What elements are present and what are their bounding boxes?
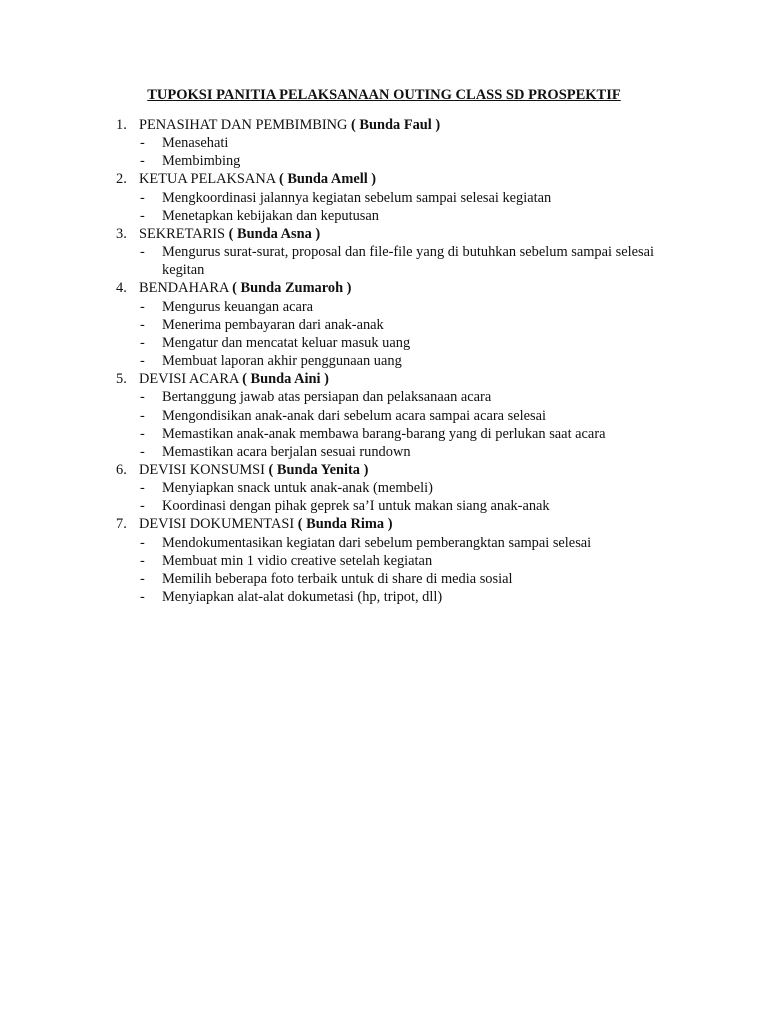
task-text: Menasehati (162, 135, 229, 152)
dash-bullet-icon: - (140, 407, 145, 424)
dash-bullet-icon: - (140, 389, 145, 406)
committee-section (116, 225, 676, 279)
task-item (116, 407, 676, 425)
task-text: Menetapkan kebijakan dan keputusan (162, 207, 379, 224)
task-text: Menerima pembayaran dari anak-anak (162, 316, 384, 333)
section-heading (116, 515, 676, 533)
section-number: 4. (116, 280, 127, 297)
committee-section (116, 170, 676, 224)
task-text: Menyiapkan snack untuk anak-anak (membeli) (162, 480, 433, 497)
task-text: Mengurus keuangan acara (162, 298, 314, 315)
task-item (116, 425, 676, 443)
section-heading (116, 170, 676, 188)
task-text: Mendokumentasikan kegiatan dari sebelum pemberangktan sampai selesai (162, 534, 592, 551)
section-number: 3. (116, 225, 127, 242)
committee-section (116, 515, 676, 606)
dash-bullet-icon: - (140, 298, 145, 315)
task-text: Mengurus surat-surat, proposal dan file-file yang di butuhkan sebelum sampai selesai kegitan (162, 244, 654, 279)
task-text: Mengkoordinasi jalannya kegiatan sebelum sampai selesai kegiatan (162, 189, 552, 206)
task-text: Memastikan anak-anak membawa barang-barang yang di perlukan saat acara (162, 425, 606, 442)
dash-bullet-icon: - (140, 570, 145, 587)
task-item (116, 479, 676, 497)
section-heading (116, 461, 676, 479)
section-number: 1. (116, 117, 127, 133)
task-item (116, 134, 676, 152)
dash-bullet-icon: - (140, 316, 145, 333)
task-text: Membimbing (162, 153, 241, 170)
task-list (116, 534, 676, 607)
section-number: 5. (116, 371, 127, 388)
dash-bullet-icon: - (140, 135, 145, 152)
task-text: Membuat min 1 vidio creative setelah kegiatan (162, 552, 433, 569)
task-text: Koordinasi dengan pihak geprek sa’I untuk makan siang anak-anak (162, 498, 550, 515)
dash-bullet-icon: - (140, 425, 145, 442)
task-list (116, 189, 676, 225)
task-item (116, 552, 676, 570)
section-role: DEVISI DOKUMENTASI (139, 516, 295, 533)
task-item (116, 152, 676, 170)
section-role: SEKRETARIS (139, 225, 225, 242)
dash-bullet-icon: - (140, 207, 145, 224)
task-item (116, 497, 676, 515)
task-text: Mengondisikan anak-anak dari sebelum acara sampai acara selesai (162, 407, 546, 424)
task-text: Bertanggung jawab atas persiapan dan pelaksanaan acara (162, 389, 492, 406)
task-item (116, 189, 676, 207)
section-role: DEVISI KONSUMSI (139, 461, 265, 478)
section-role: KETUA PELAKSANA (139, 171, 276, 188)
dash-bullet-icon: - (140, 443, 145, 460)
dash-bullet-icon: - (140, 189, 145, 206)
section-person: ( Bunda Amell ) (278, 171, 377, 188)
task-item (116, 207, 676, 225)
task-item (116, 352, 676, 370)
task-list (116, 388, 676, 461)
section-person: ( Bunda Rima ) (297, 516, 393, 533)
dash-bullet-icon: - (140, 498, 145, 515)
section-heading (116, 279, 676, 297)
dash-bullet-icon: - (140, 552, 145, 569)
task-item (116, 298, 676, 316)
dash-bullet-icon: - (140, 153, 145, 170)
task-list (116, 243, 676, 279)
section-number: 2. (116, 171, 127, 188)
section-number: 6. (116, 461, 127, 478)
task-list (116, 134, 676, 170)
section-person: ( Bunda Yenita ) (268, 461, 369, 478)
section-person: ( Bunda Aini ) (242, 371, 329, 388)
task-item (116, 388, 676, 406)
section-person: ( Bunda Zumaroh ) (232, 280, 352, 297)
task-item (116, 534, 676, 552)
task-text: Memilih beberapa foto terbaik untuk di share di media sosial (162, 570, 513, 587)
section-role: DEVISI ACARA (139, 371, 239, 388)
section-role: BENDAHARA (139, 280, 229, 297)
section-heading (116, 370, 676, 388)
section-person: ( Bunda Asna ) (228, 225, 321, 242)
dash-bullet-icon: - (140, 534, 145, 551)
dash-bullet-icon: - (140, 589, 145, 606)
section-person: ( Bunda Faul ) (351, 117, 441, 133)
dash-bullet-icon: - (140, 244, 145, 261)
section-number: 7. (116, 516, 127, 533)
dash-bullet-icon: - (140, 480, 145, 497)
section-role: PENASIHAT DAN PEMBIMBING (139, 117, 348, 133)
task-item (116, 570, 676, 588)
dash-bullet-icon: - (140, 353, 145, 370)
task-item (116, 243, 676, 279)
dash-bullet-icon: - (140, 334, 145, 351)
section-heading (116, 116, 676, 134)
task-text: Membuat laporan akhir penggunaan uang (162, 353, 402, 370)
committee-section (116, 370, 676, 461)
committee-section (116, 279, 676, 370)
task-item (116, 316, 676, 334)
task-item (116, 588, 676, 606)
document-title: TUPOKSI PANITIA PELAKSANAAN OUTING CLASS SD PROSPEKTIF (147, 87, 621, 103)
task-item (116, 334, 676, 352)
task-text: Mengatur dan mencatat keluar masuk uang (162, 334, 411, 351)
committee-section (116, 116, 676, 170)
section-heading (116, 225, 676, 243)
task-list (116, 479, 676, 515)
task-text: Menyiapkan alat-alat dokumetasi (hp, tripot, dll) (162, 589, 443, 606)
committee-sections-list (116, 116, 676, 606)
task-item (116, 443, 676, 461)
task-list (116, 298, 676, 371)
committee-section (116, 461, 676, 515)
task-text: Memastikan acara berjalan sesuai rundown (162, 443, 411, 460)
